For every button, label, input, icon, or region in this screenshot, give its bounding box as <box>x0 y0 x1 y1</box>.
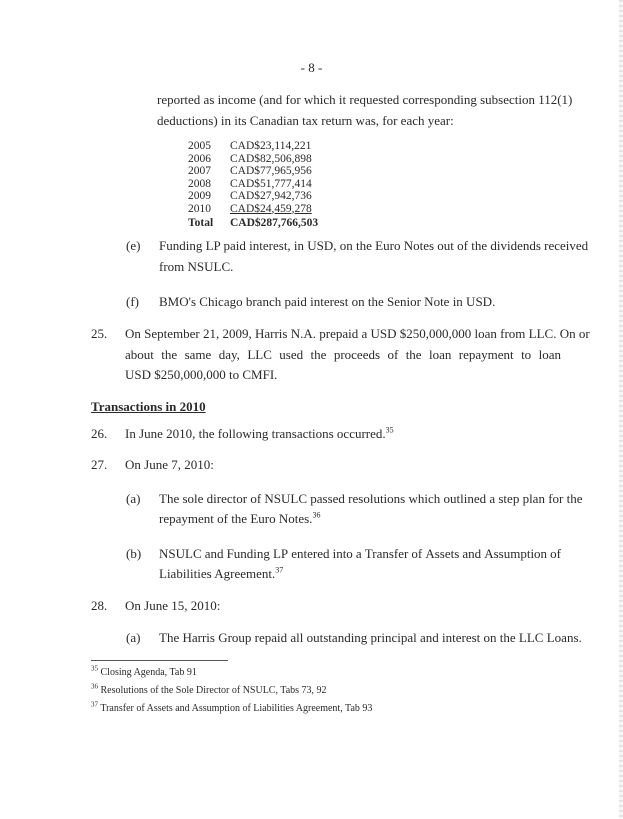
item-27a-line-2 <box>159 511 320 527</box>
amount-cell: CAD$27,942,736 <box>230 190 312 202</box>
footnote-35 <box>91 666 197 679</box>
para-27-number: 27. <box>91 457 108 472</box>
para-25-number: 25. <box>91 326 108 341</box>
item-f-text: BMO's Chicago branch paid interest on the Senior Note in USD. <box>159 294 496 309</box>
table-row <box>188 190 318 203</box>
para-25-line-1: On September 21, 2009, Harris N.A. prepaid a USD $250,000,000 loan from LLC. On or <box>125 326 590 341</box>
intro-line-1: reported as income (and for which it requested corresponding subsection 112(1) <box>157 92 573 107</box>
para-25-line-2: about the same day, LLC used the proceeds of the loan repayment to loan <box>125 347 561 362</box>
amount-cell: CAD$77,965,956 <box>230 165 312 177</box>
section-heading: Transactions in 2010 <box>91 399 206 414</box>
footnote-number: 37 <box>91 700 98 709</box>
intro-line-2: deductions) in its Canadian tax return was, for each year: <box>157 113 454 128</box>
year-cell: 2005 <box>188 140 211 152</box>
footnote-ref-36[interactable]: 36 <box>312 510 321 520</box>
table-row <box>188 203 318 216</box>
amount-cell: CAD$51,777,414 <box>230 177 312 190</box>
item-27b-line-2-text: Liabilities Agreement. <box>159 566 276 581</box>
table-row <box>188 165 318 178</box>
footnote-36 <box>91 684 327 697</box>
footnote-text: Closing Agenda, Tab 91 <box>100 667 197 678</box>
footnote-text: Transfer of Assets and Assumption of Liabilities Agreement, Tab 93 <box>100 703 373 714</box>
total-amount: CAD$287,766,503 <box>230 217 319 229</box>
item-27a-line-1: The sole director of NSULC passed resolutions which outlined a step plan for the <box>159 491 583 506</box>
year-cell: 2008 <box>188 177 211 190</box>
footnote-37 <box>91 702 372 715</box>
page-number: - 8 - <box>300 60 323 75</box>
income-table <box>188 140 318 230</box>
amount-cell: CAD$23,114,221 <box>230 140 312 152</box>
para-25-line-3: USD $250,000,000 to CMFI. <box>125 367 278 382</box>
footnote-ref-35[interactable]: 35 <box>385 425 394 435</box>
item-28a-text: The Harris Group repaid all outstanding principal and interest on the LLC Loans. <box>159 630 582 645</box>
total-label: Total <box>188 217 214 229</box>
total-row <box>188 215 318 230</box>
footnote-text: Resolutions of the Sole Director of NSULC, Tabs 73, 92 <box>100 685 327 696</box>
year-cell: 2009 <box>188 190 211 202</box>
item-27b-line-1: NSULC and Funding LP entered into a Transfer of Assets and Assumption of <box>159 546 561 561</box>
item-27a-line-2-text: repayment of the Euro Notes. <box>159 511 313 526</box>
para-26-body: In June 2010, the following transactions occurred. <box>125 426 386 441</box>
item-e-line-2: from NSULC. <box>159 259 234 274</box>
item-27b-line-2 <box>159 566 283 582</box>
year-cell: 2007 <box>188 165 211 177</box>
table-row <box>188 178 318 191</box>
para-27-text: On June 7, 2010: <box>125 457 214 472</box>
item-f-label: (f) <box>126 294 139 309</box>
footnote-number: 36 <box>91 682 98 691</box>
table-row <box>188 153 318 166</box>
item-28a-label: (a) <box>126 630 141 645</box>
item-e-line-1: Funding LP paid interest, in USD, on the Euro Notes out of the dividends received <box>159 238 589 253</box>
item-27a-label: (a) <box>126 491 141 506</box>
item-e-label: (e) <box>126 238 141 253</box>
para-28-text: On June 15, 2010: <box>125 598 221 613</box>
table-row <box>188 140 318 153</box>
footnote-separator <box>91 660 228 661</box>
year-cell: 2010 <box>188 202 211 215</box>
footnote-number: 35 <box>91 664 98 673</box>
year-cell: 2006 <box>188 152 211 165</box>
para-28-number: 28. <box>91 598 108 613</box>
para-26-text <box>125 426 394 442</box>
amount-cell: CAD$82,506,898 <box>230 152 312 165</box>
footnote-ref-37[interactable]: 37 <box>275 565 284 575</box>
item-27b-label: (b) <box>126 546 142 561</box>
para-26-number: 26. <box>91 426 108 441</box>
amount-cell: CAD$24,459,278 <box>230 202 312 215</box>
scan-edge <box>619 0 623 819</box>
